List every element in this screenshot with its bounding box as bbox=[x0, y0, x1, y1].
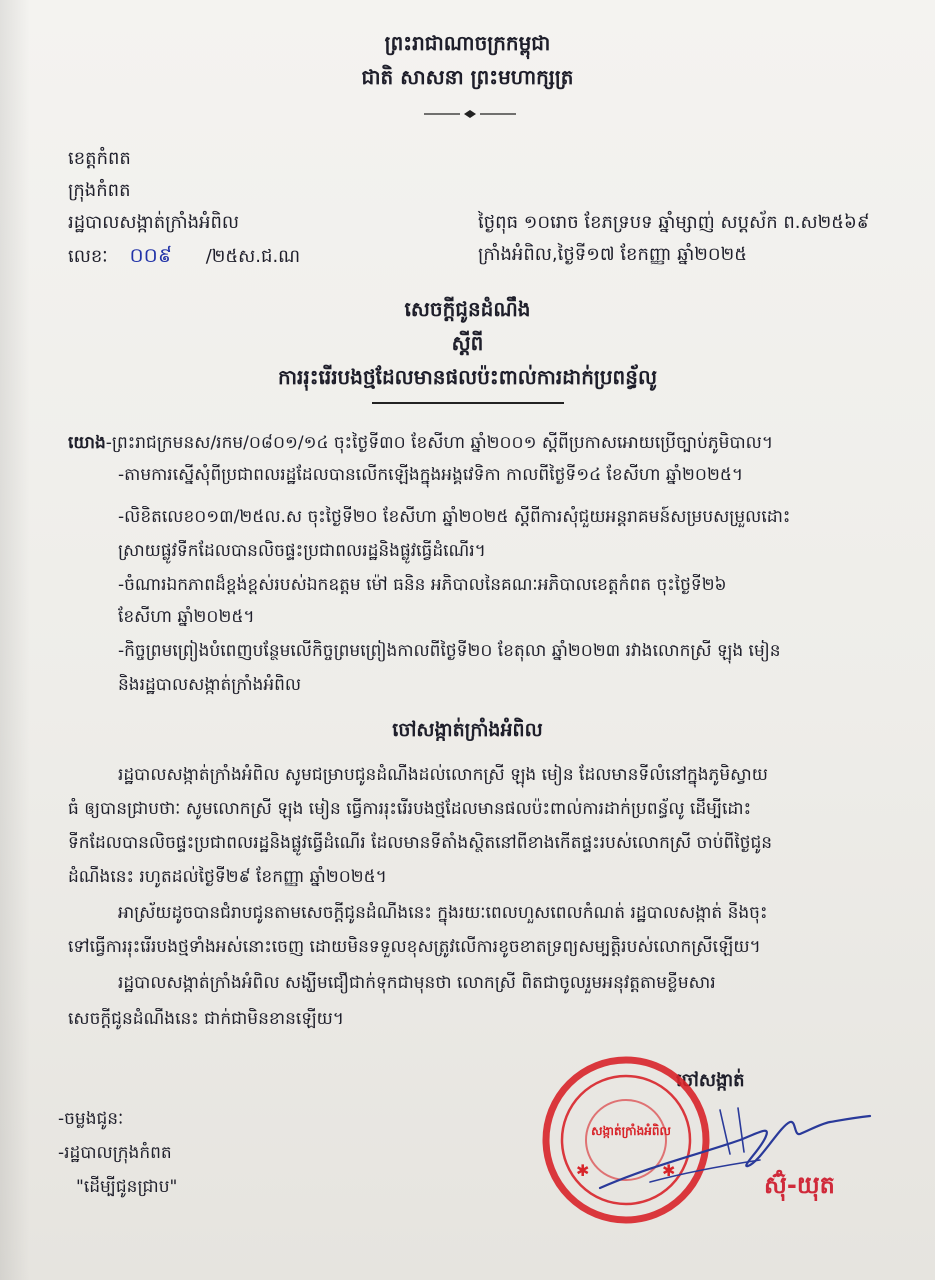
section-heading: ចៅសង្កាត់ក្រាំងអំពិល bbox=[392, 719, 543, 741]
commune-name: រដ្ឋបាលសង្កាត់ក្រាំងអំពិល bbox=[68, 212, 240, 233]
body-p1-line3: ទឹកដែលបានលិចផ្ទះប្រជាពលរដ្ឋនិងផ្លូវធ្វើដំណើរ ដែលមានទីតាំងស្ថិតនៅពីខាងកើតផ្ទះរបស់លោកស្រី ចាប់ពីថ្ងៃជូន bbox=[68, 833, 773, 853]
reference-4: -ចំណារឯកភាពដ៏ខ្ពង់ខ្ពស់របស់ឯកឧត្តម ម៉ៅ ធនិន អភិបាលនៃគណៈអភិបាលខេត្តកំពត ចុះថ្ងៃទី២៦ bbox=[118, 575, 727, 595]
number-label: លេខៈ bbox=[68, 246, 108, 267]
body-p1-line2: ធំ ឲ្យបានជ្រាបថាៈ សូមលោកស្រី ឡុង មៀន ធ្វើការរុះរើរបងថ្មដែលមានផលប៉ះពាល់ការដាក់ប្រពន្ធ័លូ ដើម្បីដោះ bbox=[68, 799, 752, 819]
signatory-name: ស៊ុំ-យុត bbox=[764, 1171, 835, 1199]
body-p1-line4: ដំណឹងនេះ រហូតដល់ថ្ងៃទី២៩ ខែកញ្ញា ឆ្នាំ២០២៥។ bbox=[68, 867, 387, 887]
page-shadow bbox=[0, 0, 30, 1280]
reference-2: -តាមការស្នើសុំពីប្រជាពលរដ្ឋដែលបានលើកឡើងក្នុងអង្គវេទិកា កាលពីថ្ងៃទី១៤ ខែសីហា ឆ្នាំ២០២៥។ bbox=[118, 465, 744, 485]
kingdom-title: ព្រះរាជាណាចក្រកម្ពុជា bbox=[384, 31, 551, 55]
number-suffix: /២៥ស.ជ.ណ bbox=[205, 246, 301, 267]
reference-4-cont: ខែសីហា ឆ្នាំ២០២៥។ bbox=[118, 607, 255, 627]
national-motto: ជាតិ សាសនា ព្រះមហាក្សត្រ bbox=[361, 65, 574, 89]
reference-5-cont: និងរដ្ឋបាលសង្កាត់ក្រាំងអំពិល bbox=[118, 675, 302, 695]
province-name: ខេត្តកំពត bbox=[68, 148, 131, 169]
body-p3-line2: សេចក្តីជូនដំណឹងនេះ ជាក់ជាមិនខានឡើយ។ bbox=[68, 1009, 345, 1029]
reference-label: យោង bbox=[68, 433, 106, 453]
city-name: ក្រុងកំពត bbox=[68, 180, 131, 201]
lunar-date: ថ្ងៃពុធ ១០រោច ខែភទ្របទ ឆ្នាំម្សាញ់ សប្តស័ក ព.ស២៥៦៩ bbox=[478, 212, 870, 233]
cc-label: -ចម្លងជូនៈ bbox=[58, 1109, 124, 1129]
handwritten-signature bbox=[590, 1096, 890, 1206]
solar-date: ក្រាំងអំពិល,ថ្ងៃទី១៧ ខែកញ្ញា ឆ្នាំ២០២៥ bbox=[478, 244, 747, 265]
svg-text:✱: ✱ bbox=[662, 1161, 676, 1180]
body-p1-line1: រដ្ឋបាលសង្កាត់ក្រាំងអំពិល សូមជម្រាបជូនដំណឹងដល់លោកស្រី ឡុង មៀន ដែលមានទីលំនៅក្នុងភូមិស្វាយ bbox=[118, 765, 768, 785]
reference-3-cont: ស្រាយផ្លូវទឹកដែលបានលិចផ្ទះប្រជាពលរដ្ឋនិងផ្លូវធ្វើដំណើរ។ bbox=[118, 541, 486, 561]
number-handwritten: ០០៩ bbox=[129, 243, 172, 267]
notice-about: ស្តីពី bbox=[451, 331, 484, 355]
stamp-text: សង្កាត់ក្រាំងអំពិល bbox=[591, 1124, 671, 1138]
notice-subject: ការរុះរើរបងថ្មដែលមានផលប៉ះពាល់ការដាក់ប្រពន្ធ័លូ bbox=[277, 365, 657, 389]
reference-1: យោង-ព្រះរាជក្រមនស/រកម/០៨០១/១៤ ចុះថ្ងៃទី៣០ ខែសីហា ឆ្នាំ២០០១ ស្តីពីប្រកាសអោយប្រើច្បាប់ភូមិបាល។ bbox=[68, 433, 774, 453]
body-p2-line1: អាស្រ័យដូចបានជំរាបជូនតាមសេចក្តីជូនដំណឹងនេះ ក្នុងរយៈពេលហួសពេលកំណត់ រដ្ឋបាលសង្កាត់ នឹងចុះ bbox=[118, 903, 768, 923]
reference-3: -លិខិតលេខ០១៣/២៥ល.ស ចុះថ្ងៃទី២០ ខែសីហា ឆ្នាំ២០២៥ ស្តីពីការសុំជួយអន្តរាគមន៍សម្របសម្រួលដោះ bbox=[118, 507, 791, 527]
signatory-title: ចៅសង្កាត់ bbox=[676, 1070, 745, 1091]
reference-number bbox=[68, 242, 300, 272]
cc-recipient: -រដ្ឋបាលក្រុងកំពត bbox=[58, 1143, 172, 1163]
body-p3-line1: រដ្ឋបាលសង្កាត់ក្រាំងអំពិល សង្ឃឹមជឿជាក់ទុកជាមុនថា លោកស្រី ពិតជាចូលរួមអនុវត្តតាមខ្លឹមសារ bbox=[118, 973, 716, 993]
title-underline bbox=[372, 402, 564, 404]
cc-purpose: "ដើម្បីជូនជ្រាប" bbox=[76, 1177, 178, 1197]
reference-5: -កិច្ចព្រមព្រៀងបំពេញបន្ថែមលើកិច្ចព្រមព្រៀងកាលពីថ្ងៃទី២០ ខែតុលា ឆ្នាំ២០២៣ រវាងលោកស្រី ឡុង មៀន bbox=[118, 641, 781, 661]
ornament-divider bbox=[420, 108, 520, 120]
body-p2-line2: ទៅធ្វើការរុះរើរបងថ្មទាំងអស់នោះចេញ ដោយមិនទទួលខុសត្រូវលើការខូចខាតទ្រព្យសម្បត្តិរបស់លោកស្រីឡើយ។ bbox=[68, 937, 761, 957]
svg-text:✱: ✱ bbox=[576, 1161, 590, 1180]
notice-title: សេចក្តីជូនដំណឹង bbox=[404, 297, 531, 321]
